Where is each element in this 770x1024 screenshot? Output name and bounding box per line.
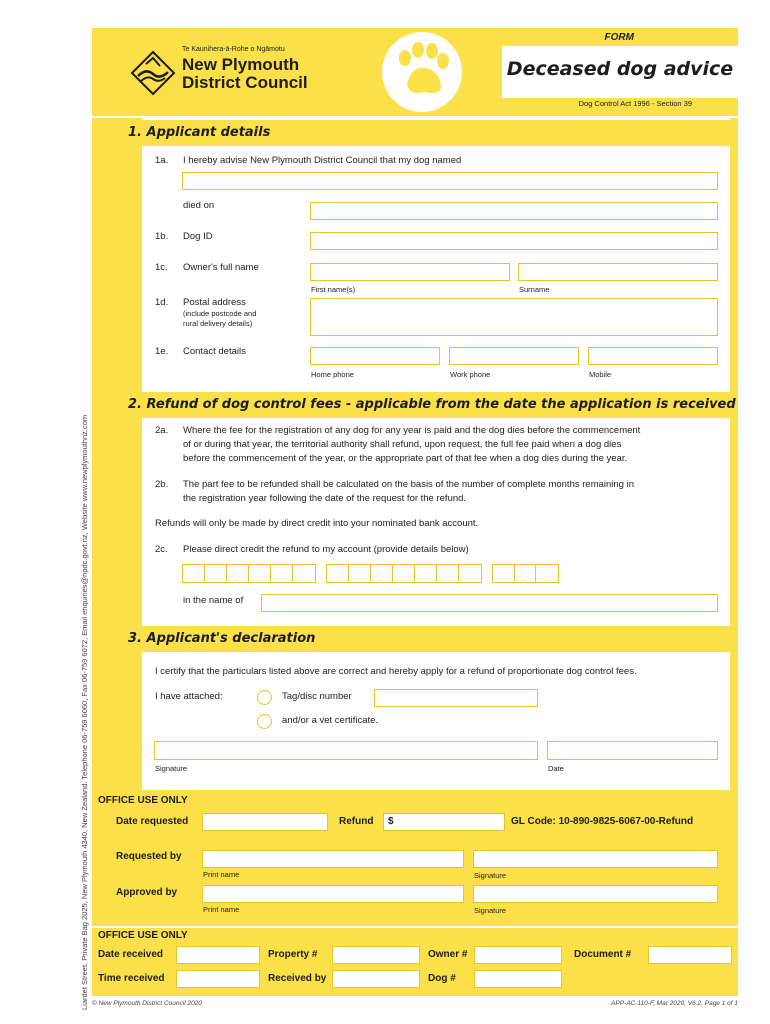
section2-header [92, 392, 738, 418]
document-label: Document # [574, 949, 632, 960]
received-by-field[interactable] [332, 970, 420, 988]
office-use-panel-1 [92, 790, 738, 926]
q2c-label: Please direct credit the refund to my account (provide details below) [183, 544, 469, 555]
refund-amount-field[interactable] [383, 813, 505, 831]
time-received-field[interactable] [176, 970, 260, 988]
date-requested-label: Date requested [116, 816, 189, 827]
dog-id-field[interactable] [310, 232, 718, 250]
q2a-number: 2a. [155, 425, 169, 436]
owner-label: Owner # [428, 949, 468, 960]
requested-signature-caption: Signature [474, 871, 507, 880]
title-box [502, 46, 738, 98]
q1a-number: 1a. [155, 155, 169, 166]
work-phone-caption: Work phone [450, 370, 491, 379]
date-received-label: Date received [98, 949, 164, 960]
header-banner [92, 28, 738, 116]
footer-copyright: © New Plymouth District Council 2020 [92, 1000, 202, 1007]
section1-header [92, 120, 738, 146]
q2a-line3: before the commencement of the year, or the appropriate part of that fee when a dog dies during the year. [183, 453, 628, 464]
paw-print-icon [377, 30, 467, 114]
dollar-sign: $ [388, 816, 394, 827]
q2b-text [183, 478, 634, 506]
died-on-field[interactable] [310, 202, 718, 220]
died-on-label: died on [183, 200, 215, 211]
requested-print-name-caption: Print name [203, 870, 240, 879]
form-label: FORM [604, 32, 634, 43]
office-use-title-2: OFFICE USE ONLY [98, 930, 188, 941]
work-phone-field[interactable] [449, 347, 579, 365]
q2a-text [183, 424, 640, 466]
document-field[interactable] [648, 946, 732, 964]
q1a-label: I hereby advise New Plymouth District Council that my dog named [183, 155, 462, 166]
section3-header [92, 626, 738, 652]
section3-title: 3. Applicant's declaration [128, 631, 316, 646]
requested-by-signature-field[interactable] [473, 850, 718, 868]
form-title: Deceased dog advice [506, 58, 734, 80]
vet-label: and/or a vet certificate. [282, 715, 379, 726]
org-name-line1: New Plymouth [182, 55, 300, 74]
postal-address-field[interactable] [310, 298, 718, 336]
q1d-label: Postal address [183, 297, 246, 308]
gl-code: GL Code: 10-890-9825-6067-00-Refund [511, 816, 694, 827]
surname-field[interactable] [518, 263, 718, 281]
attached-label: I have attached: [155, 691, 223, 702]
q2b-line2: the registration year following the date of the request for the refund. [183, 493, 467, 504]
requested-by-name-field[interactable] [202, 850, 464, 868]
section2-title: 2. Refund of dog control fees - applicable from the date the application is received [128, 397, 736, 412]
date-requested-field[interactable] [202, 813, 328, 831]
act-reference: Dog Control Act 1996 - Section 39 [578, 99, 692, 108]
org-subtitle: Te Kaunihera-ā-Rohe o Ngāmotu [182, 46, 285, 53]
council-logo-icon [130, 50, 176, 96]
contact-side-text: Liardet Street, Private Bag 2025, New Plymouth 4340, New Zealand. Telephone 06-759 6060, Fax 06-759 6072, Email enquiries@npdc.govt.nz, Website www.newplymouthnz.com [80, 414, 89, 1010]
date-received-field[interactable] [176, 946, 260, 964]
property-field[interactable] [332, 946, 420, 964]
property-label: Property # [268, 949, 318, 960]
frame-left [92, 118, 142, 790]
frame-right [730, 118, 738, 790]
in-the-name-of-label: in the name of [183, 595, 244, 606]
account-name-field[interactable] [261, 594, 718, 612]
q2b-number: 2b. [155, 479, 169, 490]
q1d-note-2: rural delivery details) [183, 319, 253, 328]
approved-by-label: Approved by [116, 887, 178, 898]
tag-label: Tag/disc number [282, 691, 352, 702]
dog-name-field[interactable] [182, 172, 718, 190]
bank-account-cells[interactable] [326, 564, 482, 583]
approved-print-name-caption: Print name [203, 905, 240, 914]
office-use-title-1: OFFICE USE ONLY [98, 795, 188, 806]
q2a-line1: Where the fee for the registration of any dog for any year is paid and the dog dies before the commencement [183, 425, 641, 436]
approved-signature-caption: Signature [474, 906, 507, 915]
q1d-number: 1d. [155, 297, 169, 308]
first-names-field[interactable] [310, 263, 510, 281]
time-received-label: Time received [98, 973, 165, 984]
tag-number-field[interactable] [374, 689, 538, 707]
footer-reference: APP-AC-110-F, Mar 2020, V6.2, Page 1 of 1 [611, 1000, 738, 1007]
certify-text: I certify that the particulars listed above are correct and hereby apply for a refund of proportionate dog control fees. [155, 666, 637, 677]
approved-by-signature-field[interactable] [473, 885, 718, 903]
org-name-line2: District Council [182, 73, 308, 92]
received-by-label: Received by [268, 973, 327, 984]
q1e-number: 1e. [155, 346, 169, 357]
tag-radio[interactable] [257, 690, 272, 705]
signature-field[interactable] [154, 741, 538, 760]
signature-caption: Signature [155, 764, 188, 773]
q2b-line1: The part fee to be refunded shall be calculated on the basis of the number of complete months remaining in [183, 479, 634, 490]
home-phone-caption: Home phone [311, 370, 354, 379]
refund-note: Refunds will only be made by direct credit into your nominated bank account. [155, 518, 479, 529]
q1e-label: Contact details [183, 346, 246, 357]
q1b-label: Dog ID [183, 231, 213, 242]
requested-by-label: Requested by [116, 851, 182, 862]
owner-field[interactable] [474, 946, 562, 964]
q1d-note-1: (include postcode and [183, 309, 257, 318]
surname-caption: Surname [519, 285, 550, 294]
dog-number-field[interactable] [474, 970, 562, 988]
q2c-number: 2c. [155, 544, 168, 555]
home-phone-field[interactable] [310, 347, 440, 365]
bank-code-cells[interactable] [182, 564, 316, 583]
mobile-caption: Mobile [589, 370, 612, 379]
org-name [182, 56, 308, 92]
date-caption: Date [548, 764, 564, 773]
date-field[interactable] [547, 741, 718, 760]
q1c-label: Owner's full name [183, 262, 259, 273]
refund-label: Refund [339, 816, 374, 827]
approved-by-name-field[interactable] [202, 885, 464, 903]
q1b-number: 1b. [155, 231, 169, 242]
vet-radio[interactable] [257, 714, 272, 729]
q1c-number: 1c. [155, 262, 168, 273]
mobile-field[interactable] [588, 347, 718, 365]
office-use-panel-2 [92, 926, 738, 996]
section1-title: 1. Applicant details [128, 125, 271, 140]
dog-number-label: Dog # [428, 973, 456, 984]
q2a-line2: of or during that year, the territorial authority shall refund, upon request, the full fee paid when a dog dies [183, 439, 622, 450]
first-names-caption: First name(s) [311, 285, 356, 294]
bank-suffix-cells[interactable] [492, 564, 559, 583]
